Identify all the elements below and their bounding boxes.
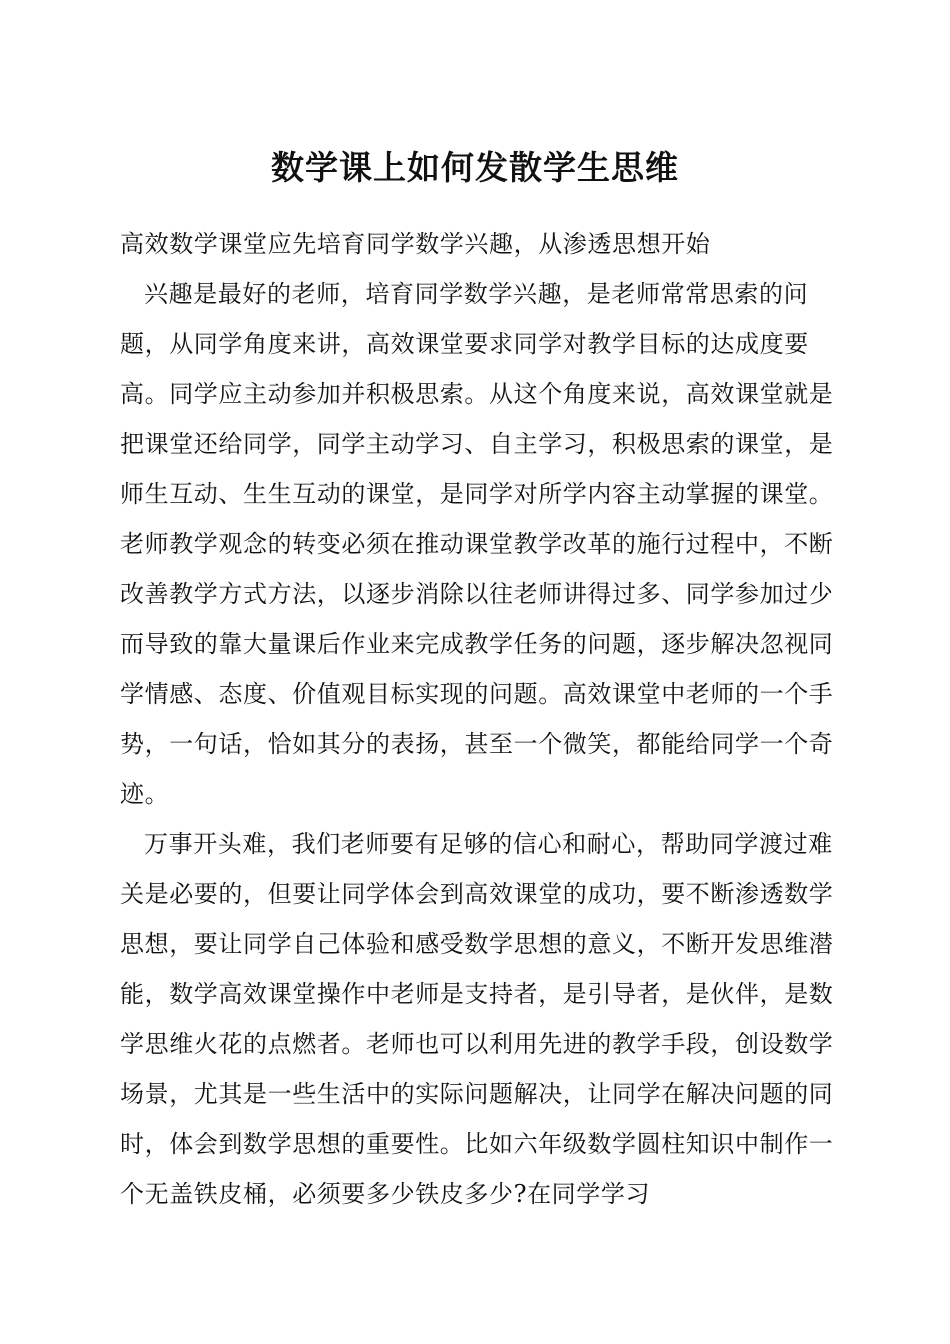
paragraph-2: 万事开头难，我们老师要有足够的信心和耐心，帮助同学渡过难关是必要的，但要让同学体会到高效课堂的成功，要不断渗透数学思想，要让同学自己体验和感受数学思想的意义，不断开发思维潜能，数学高效课堂操作中老师是支持者，是引导者，是伙伴，是数学思维火花的点燃者。老师也可以利用先进的教学手段，创设数学场景，尤其是一些生活中的实际问题解决，让同学在解决问题的同时，体会到数学思想的重要性。比如六年级数学圆柱知识中制作一个无盖铁皮桶，必须要多少铁皮多少?在同学学习 <box>120 830 834 1208</box>
document-title: 数学课上如何发散学生思维 <box>271 148 679 187</box>
paragraph-1: 兴趣是最好的老师，培育同学数学兴趣，是老师常常思索的问题，从同学角度来讲，高效课堂要求同学对教学目标的达成度要高。同学应主动参加并积极思索。从这个角度来说，高效课堂就是把课堂还给同学，同学主动学习、自主学习，积极思索的课堂，是师生互动、生生互动的课堂，是同学对所学内容主动掌握的课堂。老师教学观念的转变必须在推动课堂教学改革的施行过程中，不断改善教学方式方法，以逐步消除以往老师讲得过多、同学参加过少而导致的靠大量课后作业来完成教学任务的问题，逐步解决忽视同学情感、态度、价值观目标实现的问题。高效课堂中老师的一个手势，一句话，恰如其分的表扬，甚至一个微笑，都能给同学一个奇迹。 <box>120 280 834 808</box>
section-heading: 高效数学课堂应先培育同学数学兴趣，从渗透思想开始 <box>120 230 711 258</box>
document-body <box>120 219 850 1219</box>
